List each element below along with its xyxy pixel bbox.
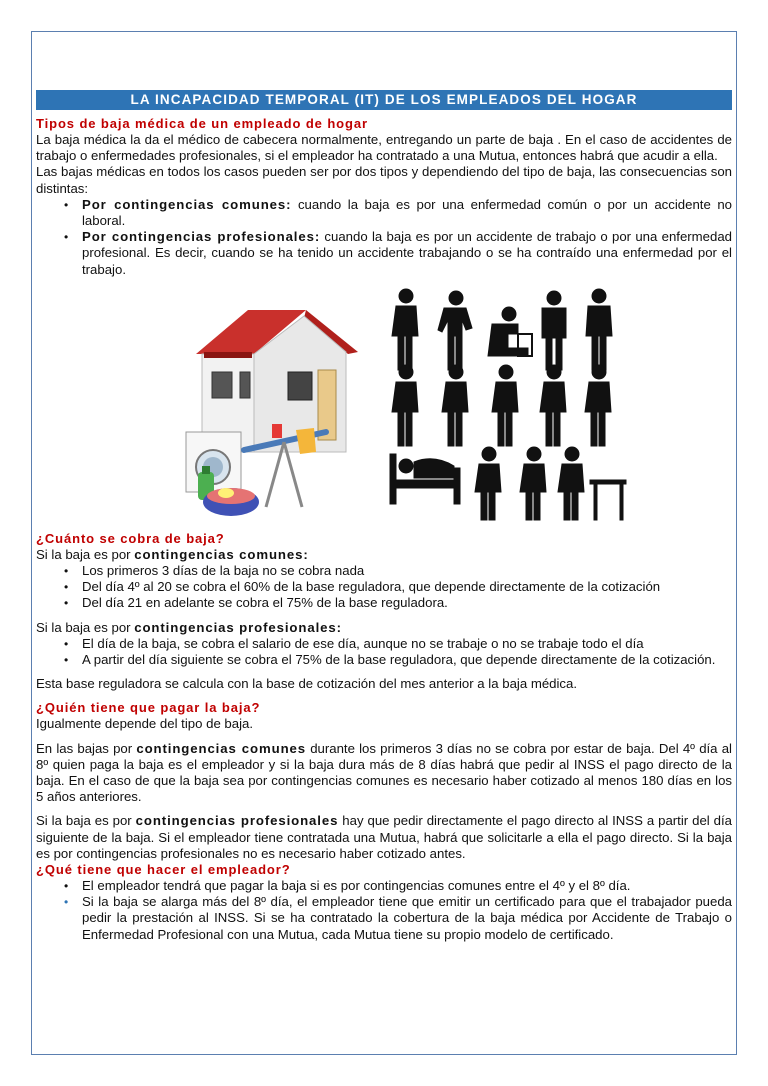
list-item: • Del día 21 en adelante se cobra el 75% de la base reguladora.	[64, 595, 732, 611]
pictogram-row-2	[392, 365, 611, 446]
section-heading-que: ¿Qué tiene que hacer el empleador?	[36, 862, 291, 878]
paragraph	[36, 547, 732, 563]
bold-term: contingencias comunes	[136, 740, 306, 756]
list-item-text: cuando la baja es por un accidente de trabajo o por una enfermedad profesional. Es decir, cuando se ha tenido un accidente trabajando o se ha contraído una enfermedad por el trabajo.	[82, 229, 732, 277]
paragraph	[36, 741, 732, 806]
paragraph: La baja médica la da el médico de cabecera normalmente, entregando un parte de baja . En el caso de accidentes de trabajo o enfermedades profesionales, si el empleador ha contratado a una Mutua, entonces habrá que acudir a ella.	[36, 132, 732, 164]
sick-people-pictograms	[384, 284, 634, 524]
page-title: LA INCAPACIDAD TEMPORAL (IT) DE LOS EMPLEADOS DEL HOGAR	[36, 90, 732, 110]
text: Si la baja es por	[36, 546, 135, 562]
pictogram-row-1	[392, 289, 612, 370]
document-body	[36, 90, 732, 943]
paragraph: Las bajas médicas en todos los casos pueden ser por dos tipos y dependiendo del tipo de baja, las consecuencias son distintas:	[36, 164, 732, 196]
list-item: • Si la baja se alarga más del 8º día, el empleador tiene que emitir un certificado para que el trabajador pueda pedir la prestación al INSS. Si se ha contratado la cobertura de la baja médica por Accidente de Trabajo o Enfermedad Profesional con una Mutua, cada Mutua tiene su propio modelo de certificado.	[64, 894, 732, 943]
section-heading-cuanto: ¿Cuánto se cobra de baja?	[36, 530, 225, 546]
paragraph: Igualmente depende del tipo de baja.	[36, 716, 254, 732]
bullet-list	[36, 878, 732, 943]
house-illustration	[176, 302, 381, 527]
bullet-list	[36, 636, 732, 668]
bold-term: contingencias profesionales:	[134, 619, 342, 635]
paragraph	[36, 620, 732, 636]
figures-row	[36, 284, 732, 531]
pictogram-row-3	[390, 447, 626, 520]
list-item: • El empleador tendrá que pagar la baja si es por contingencias comunes entre el 4º y el 8º día.	[64, 878, 732, 894]
text: Si la baja es por	[36, 813, 136, 829]
section-heading-tipos: Tipos de baja médica de un empleado de hogar	[36, 116, 368, 131]
text: En las bajas por	[36, 740, 137, 756]
list-item: • El día de la baja, se cobra el salario de ese día, aunque no se trabaje o no se trabaje todo el día	[64, 636, 732, 652]
bullet-list	[36, 563, 732, 612]
paragraph: Esta base reguladora se calcula con la base de cotización del mes anterior a la baja médica.	[36, 676, 578, 692]
list-item: • A partir del día siguiente se cobra el 75% de la base reguladora, que depende directamente de la cotización.	[64, 652, 732, 668]
list-item	[64, 197, 732, 229]
list-item-text: cuando la baja es por una enfermedad común o por un accidente no laboral.	[82, 196, 732, 229]
section-heading-quien: ¿Quién tiene que pagar la baja?	[36, 700, 261, 716]
text: Si la baja es por	[36, 619, 135, 635]
text: hay que pedir directamente el pago directo al INSS a partir del día siguiente de la baja. Si el empleador tiene contratada una Mutua, habrá que solicitarle a ella el pago directo. Si la baja es por contingencias profesionales no es necesario haber cotizado antes.	[36, 813, 732, 861]
bullet-list	[36, 197, 732, 278]
list-item	[64, 229, 732, 278]
bold-term: Por contingencias comunes:	[82, 196, 292, 212]
list-item: • Del día 4º al 20 se cobra el 60% de la base reguladora, que depende directamente de la cotización	[64, 579, 732, 595]
bold-term: contingencias profesionales	[135, 813, 339, 829]
paragraph	[36, 813, 732, 862]
list-item: • Los primeros 3 días de la baja no se cobra nada	[64, 563, 732, 579]
bold-term: contingencias comunes:	[134, 546, 309, 562]
text: durante los primeros 3 días no se cobra por estar de baja. Del 4º día al 8º quien paga la baja es el empleador y si la baja dura más de 8 días habrá que pedir al INSS el pago directo de la baja. En el caso de que la baja sea por contingencias comunes es necesario haber cotizado al menos 180 días en los 5 años anteriores.	[36, 740, 732, 805]
bold-term: Por contingencias profesionales:	[82, 229, 321, 245]
